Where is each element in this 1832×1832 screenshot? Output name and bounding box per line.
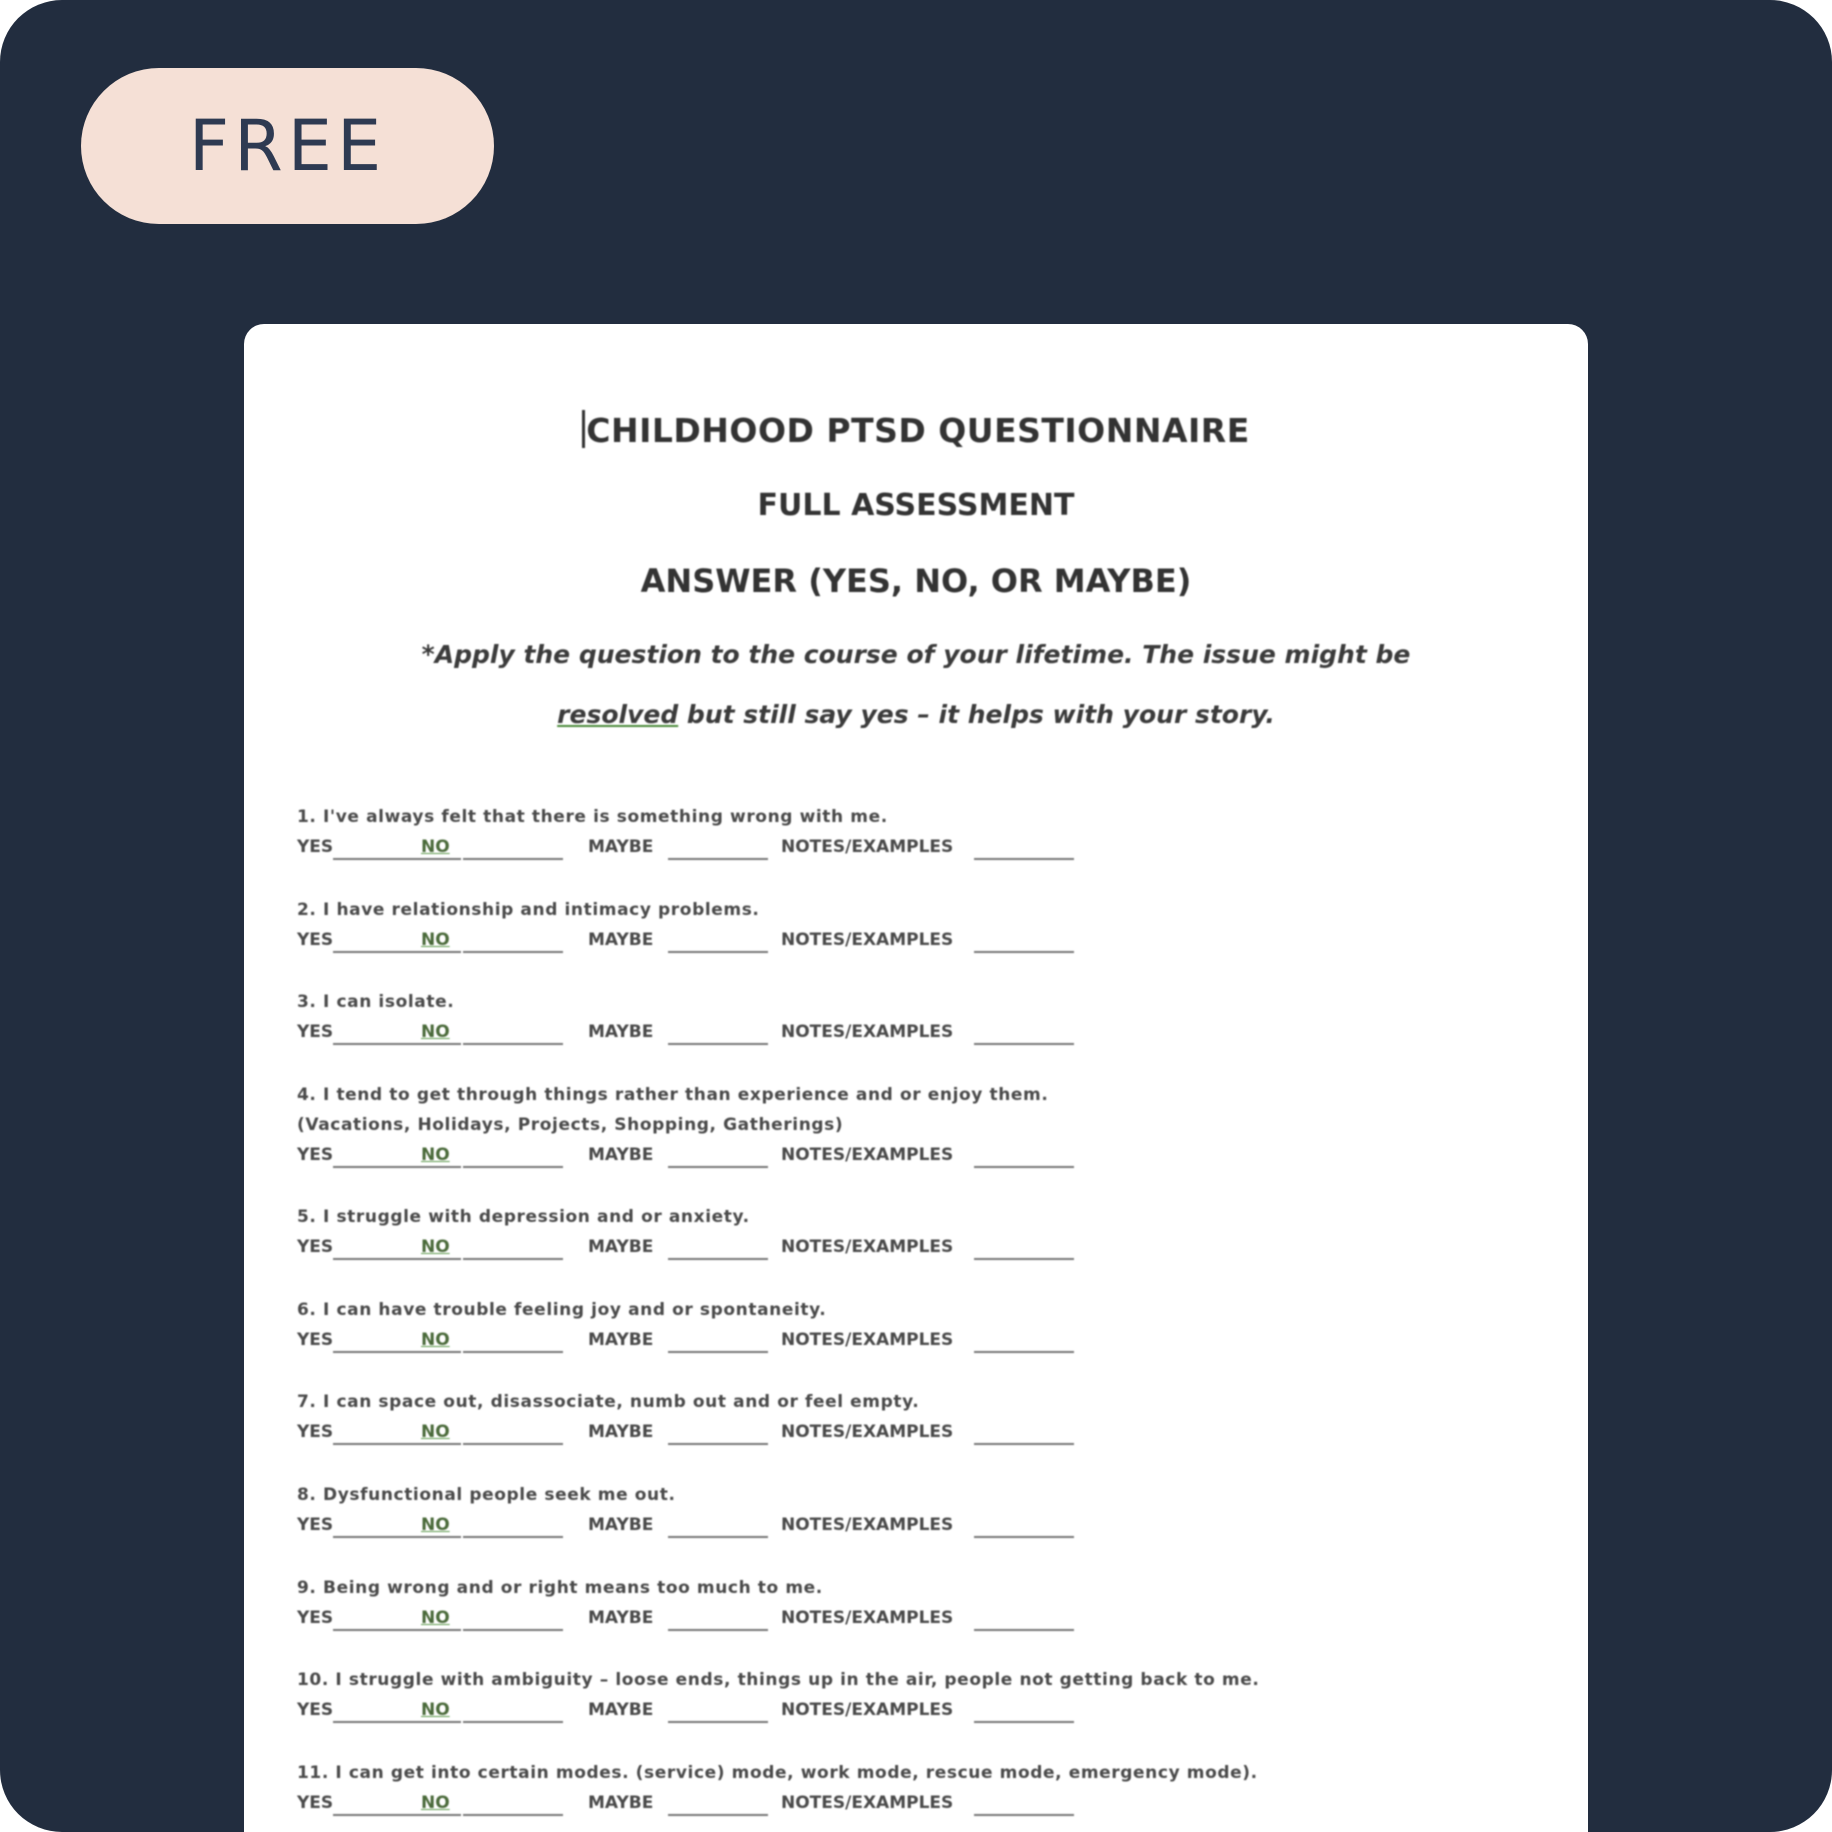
no-blank[interactable] (463, 1701, 563, 1723)
answer-row (297, 1325, 1497, 1355)
no-blank[interactable] (463, 1516, 563, 1538)
notes-blank[interactable] (974, 1331, 1074, 1353)
maybe-label: MAYBE (588, 837, 654, 857)
maybe-label: MAYBE (588, 1330, 654, 1350)
yes-label: YES (297, 1422, 334, 1442)
maybe-label: MAYBE (588, 1145, 654, 1165)
maybe-blank[interactable] (668, 1023, 768, 1045)
notes-label: NOTES/EXAMPLES (781, 1330, 954, 1350)
question-item (297, 987, 1497, 1047)
question-item (297, 802, 1497, 862)
answer-row (297, 1695, 1497, 1725)
maybe-label: MAYBE (588, 1237, 654, 1257)
yes-label: YES (297, 837, 334, 857)
maybe-label: MAYBE (588, 930, 654, 950)
maybe-blank[interactable] (668, 1423, 768, 1445)
no-blank[interactable] (463, 1238, 563, 1260)
notes-label: NOTES/EXAMPLES (781, 1608, 954, 1628)
no-blank[interactable] (463, 1023, 563, 1045)
no-label: NO (421, 1700, 450, 1720)
question-text: 9. Being wrong and or right means too much to me. (297, 1578, 823, 1598)
note-underlined-word: resolved (557, 700, 679, 729)
notes-label: NOTES/EXAMPLES (781, 1022, 954, 1042)
yes-label: YES (297, 1022, 334, 1042)
notes-blank[interactable] (974, 1609, 1074, 1631)
question-text-continued: (Vacations, Holidays, Projects, Shopping, Gatherings) (297, 1115, 844, 1135)
no-blank[interactable] (463, 1423, 563, 1445)
document-title (244, 410, 1588, 450)
answer-row (297, 1417, 1497, 1447)
answer-row (297, 1017, 1497, 1047)
question-item (297, 1758, 1497, 1818)
no-label: NO (421, 1237, 450, 1257)
notes-blank[interactable] (974, 1701, 1074, 1723)
notes-label: NOTES/EXAMPLES (781, 1793, 954, 1813)
question-item (297, 1480, 1497, 1540)
no-blank[interactable] (463, 1609, 563, 1631)
question-item (297, 895, 1497, 955)
note-rest: but still say yes – it helps with your story. (678, 700, 1275, 729)
no-blank[interactable] (463, 1146, 563, 1168)
notes-label: NOTES/EXAMPLES (781, 1700, 954, 1720)
no-label: NO (421, 1422, 450, 1442)
maybe-label: MAYBE (588, 1793, 654, 1813)
maybe-label: MAYBE (588, 1022, 654, 1042)
question-text: 8. Dysfunctional people seek me out. (297, 1485, 676, 1505)
notes-blank[interactable] (974, 1238, 1074, 1260)
maybe-blank[interactable] (668, 1609, 768, 1631)
notes-label: NOTES/EXAMPLES (781, 837, 954, 857)
maybe-label: MAYBE (588, 1422, 654, 1442)
no-label: NO (421, 837, 450, 857)
maybe-label: MAYBE (588, 1700, 654, 1720)
document-preview (244, 324, 1588, 1832)
notes-label: NOTES/EXAMPLES (781, 1237, 954, 1257)
no-blank[interactable] (463, 838, 563, 860)
yes-label: YES (297, 1330, 334, 1350)
question-item (297, 1080, 1497, 1170)
no-label: NO (421, 1793, 450, 1813)
yes-label: YES (297, 930, 334, 950)
no-blank[interactable] (463, 1331, 563, 1353)
notes-blank[interactable] (974, 1423, 1074, 1445)
question-text: 4. I tend to get through things rather than experience and or enjoy them. (297, 1085, 1049, 1105)
text-cursor (582, 410, 585, 448)
question-item (297, 1295, 1497, 1355)
maybe-blank[interactable] (668, 931, 768, 953)
notes-blank[interactable] (974, 1146, 1074, 1168)
question-text: 2. I have relationship and intimacy problems. (297, 900, 760, 920)
question-text: 10. I struggle with ambiguity – loose ends, things up in the air, people not getting back to me. (297, 1670, 1260, 1690)
question-item (297, 1665, 1497, 1725)
yes-label: YES (297, 1145, 334, 1165)
notes-blank[interactable] (974, 1516, 1074, 1538)
notes-blank[interactable] (974, 1794, 1074, 1816)
notes-label: NOTES/EXAMPLES (781, 1145, 954, 1165)
answer-row (297, 832, 1497, 862)
question-text: 1. I've always felt that there is something wrong with me. (297, 807, 888, 827)
yes-label: YES (297, 1700, 334, 1720)
question-item (297, 1202, 1497, 1262)
yes-label: YES (297, 1515, 334, 1535)
yes-label: YES (297, 1237, 334, 1257)
answer-row (297, 1788, 1497, 1818)
no-blank[interactable] (463, 931, 563, 953)
no-label: NO (421, 1330, 450, 1350)
question-text: 3. I can isolate. (297, 992, 455, 1012)
notes-label: NOTES/EXAMPLES (781, 1422, 954, 1442)
maybe-label: MAYBE (588, 1515, 654, 1535)
yes-label: YES (297, 1608, 334, 1628)
free-badge: FREE (81, 68, 494, 224)
no-label: NO (421, 1608, 450, 1628)
maybe-blank[interactable] (668, 838, 768, 860)
document-title-text: CHILDHOOD PTSD QUESTIONNAIRE (586, 411, 1250, 450)
notes-label: NOTES/EXAMPLES (781, 930, 954, 950)
question-text: 5. I struggle with depression and or anxiety. (297, 1207, 750, 1227)
no-label: NO (421, 1022, 450, 1042)
question-text: 11. I can get into certain modes. (service) mode, work mode, rescue mode, emergency mode). (297, 1763, 1258, 1783)
maybe-blank[interactable] (668, 1516, 768, 1538)
question-text: 7. I can space out, disassociate, numb out and or feel empty. (297, 1392, 920, 1412)
maybe-blank[interactable] (668, 1701, 768, 1723)
question-text: 6. I can have trouble feeling joy and or spontaneity. (297, 1300, 827, 1320)
answer-row (297, 925, 1497, 955)
document-note-line-2 (244, 700, 1588, 729)
answer-row (297, 1232, 1497, 1262)
notes-blank[interactable] (974, 838, 1074, 860)
no-label: NO (421, 1515, 450, 1535)
answer-row (297, 1510, 1497, 1540)
question-item (297, 1573, 1497, 1633)
no-blank[interactable] (463, 1794, 563, 1816)
no-label: NO (421, 1145, 450, 1165)
notes-blank[interactable] (974, 931, 1074, 953)
maybe-blank[interactable] (668, 1146, 768, 1168)
maybe-blank[interactable] (668, 1331, 768, 1353)
document-instruction: ANSWER (YES, NO, OR MAYBE) (640, 562, 1192, 600)
notes-label: NOTES/EXAMPLES (781, 1515, 954, 1535)
document-note-line-1: *Apply the question to the course of your lifetime. The issue might be (421, 640, 1411, 669)
no-label: NO (421, 930, 450, 950)
maybe-blank[interactable] (668, 1238, 768, 1260)
answer-row (297, 1140, 1497, 1170)
yes-label: YES (297, 1793, 334, 1813)
document-subtitle: FULL ASSESSMENT (757, 488, 1075, 523)
maybe-label: MAYBE (588, 1608, 654, 1628)
maybe-blank[interactable] (668, 1794, 768, 1816)
answer-row (297, 1603, 1497, 1633)
notes-blank[interactable] (974, 1023, 1074, 1045)
question-item (297, 1387, 1497, 1447)
